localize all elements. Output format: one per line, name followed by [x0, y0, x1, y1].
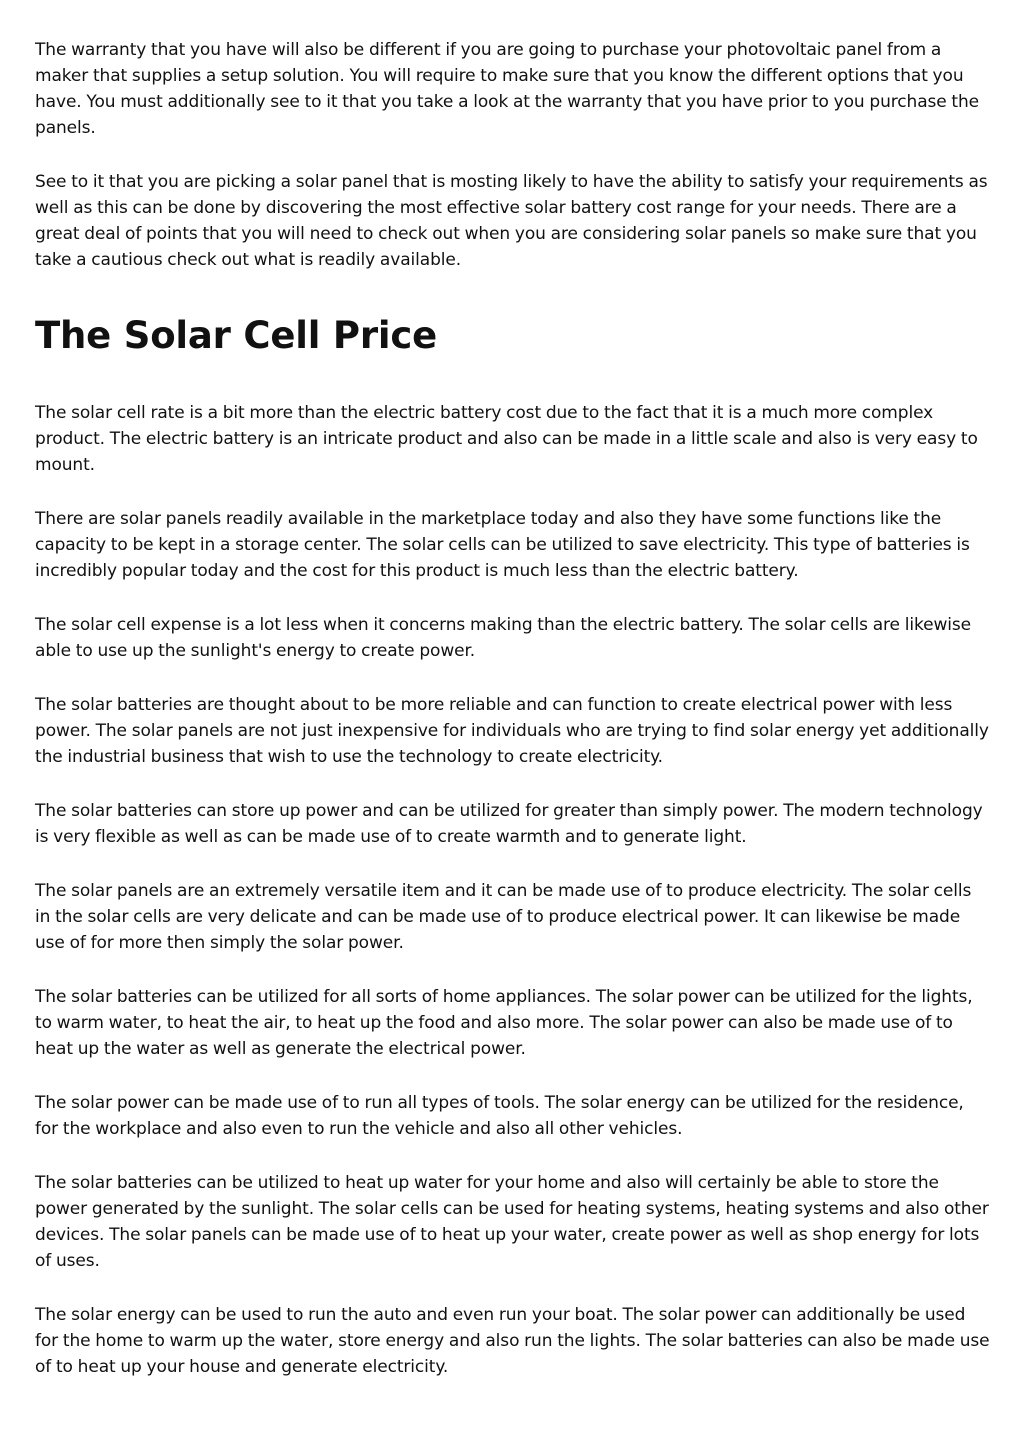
- intro-paragraph: See to it that you are picking a solar panel that is mosting likely to have the ability to satisfy your requirements as well as this can be done by discovering the most effective solar battery cost range for your needs. There are a great deal of points that you will need to check out when you are considering solar panels so make sure that you take a cautious check out what is readily available.: [35, 172, 988, 270]
- body-paragraph: The solar batteries can be utilized for all sorts of home appliances. The solar power can be utilized for the lights, to warm water, to heat the air, to heat up the food and also more. The solar power can also be made use of to heat up the water as well as generate the electrical power.: [35, 987, 973, 1059]
- body-paragraph: The solar batteries can be utilized to heat up water for your home and also will certainly be able to store the power generated by the sunlight. The solar cells can be used for heating systems, heating systems and also other devices. The solar panels can be made use of to heat up your water, create power as well as shop energy for lots of uses.: [35, 1173, 989, 1271]
- body-paragraph: The solar cell expense is a lot less when it concerns making than the electric battery. The solar cells are likewise able to use up the sunlight's energy to create power.: [35, 615, 972, 661]
- body-paragraph: The solar batteries are thought about to be more reliable and can function to create electrical power with less power. The solar panels are not just inexpensive for individuals who are trying to find solar energy yet additionally the industrial business that wish to use the technology to create electricity.: [35, 695, 989, 767]
- body-paragraph: The solar energy can be used to run the auto and even run your boat. The solar power can additionally be used for the home to warm up the water, store energy and also run the lights. The solar batteries can also be made use of to heat up your house and generate electricity.: [35, 1305, 990, 1377]
- body-paragraph: The solar batteries can store up power and can be utilized for greater than simply power. The modern technology is very flexible as well as can be made use of to create warmth and to generate light.: [35, 801, 983, 847]
- body-paragraph: The solar power can be made use of to run all types of tools. The solar energy can be utilized for the residence, for the workplace and also even to run the vehicle and also all other vehicles.: [35, 1093, 964, 1139]
- body-paragraph: The solar cell rate is a bit more than the electric battery cost due to the fact that it is a much more complex product. The electric battery is an intricate product and also can be made in a little scale and also is very easy to mount.: [35, 403, 978, 475]
- body-paragraph: The solar panels are an extremely versatile item and it can be made use of to produce electricity. The solar cells in the solar cells are very delicate and can be made use of to produce electrical power. It can likewise be made use of for more then simply the solar power.: [35, 881, 972, 953]
- section-heading: The Solar Cell Price: [35, 314, 437, 357]
- intro-paragraph: The warranty that you have will also be different if you are going to purchase your photovoltaic panel from a maker that supplies a setup solution. You will require to make sure that you know the different options that you have. You must additionally see to it that you take a look at the warranty that you have prior to you purchase the panels.: [35, 40, 980, 138]
- body-paragraph: There are solar panels readily available in the marketplace today and also they have some functions like the capacity to be kept in a storage center. The solar cells can be utilized to save electricity. This type of batteries is incredibly popular today and the cost for this product is much less than the electric battery.: [35, 509, 970, 581]
